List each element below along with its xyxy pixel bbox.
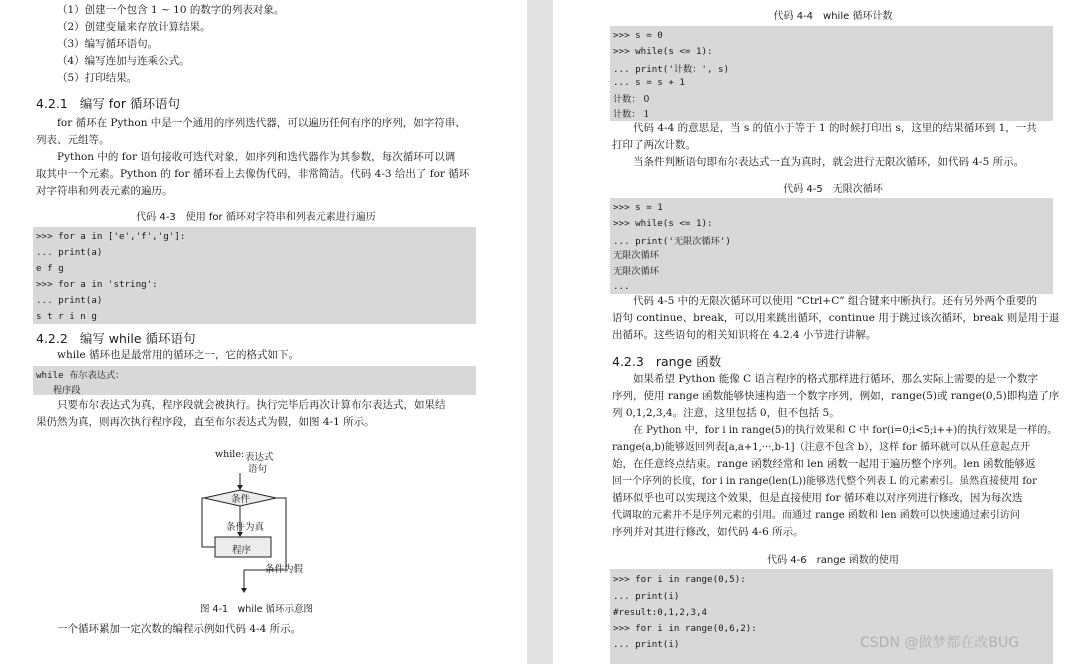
paragraph-line: 循环似乎也可以实现这个效果，但是直接使用 for 循环难以对序列进行修改，因为每次迭: [612, 492, 1023, 504]
code-line: while 布尔表达式：: [36, 370, 125, 381]
code-block-4-3: [33, 227, 476, 324]
page-gutter: [527, 0, 553, 664]
code-line: >>> for i in range(0,6,2):: [613, 623, 757, 634]
code-line: ... print(i): [613, 639, 680, 650]
list-item: （3）编写循环语句。: [57, 38, 159, 50]
arrow-head: [241, 588, 247, 593]
paragraph-line: while 循环也是最常用的循环之一，它的格式如下。: [57, 349, 300, 361]
paragraph-line: 取其中一个元素。Python 的 for 循环看上去像伪代码，非常简洁。代码 4-3 给出了 for 循环: [36, 168, 470, 180]
code-line: s t r i n g: [36, 311, 97, 322]
list-item: （1）创建一个包含 1 ~ 10 的数字的列表对象。: [57, 4, 285, 16]
section-heading-4-2-1: [36, 94, 180, 112]
code-caption: 代码 4-4 while 循环计数: [773, 11, 893, 22]
section-title: range 函数: [655, 354, 722, 369]
section-number: 4.2.1: [36, 96, 68, 111]
code-line: >>> for a in ['e','f','g']:: [36, 231, 186, 242]
condition-true-label: 条件为真: [226, 522, 265, 533]
code-line: #result:0,1,2,3,4: [613, 607, 708, 618]
condition-false-label: 条件为假: [265, 564, 304, 575]
paragraph-line: 代调取的元素并不是序列元素的引用。而通过 range 函数和 len 函数可以快速通过索引访问: [612, 510, 1020, 521]
paragraph-line: 对字符串和列表元素的遍历。: [36, 185, 173, 197]
code-line: ... print(i): [613, 591, 680, 602]
section-heading-4-2-3: [612, 352, 721, 370]
section-title: 编写 while 循环语句: [79, 331, 196, 346]
statement-label: 语句: [248, 464, 268, 475]
paragraph-line: 序列并对其进行修改，如代码 4-6 所示。: [612, 526, 804, 538]
program-label: 程序: [232, 545, 252, 556]
code-line: >>> s = 1: [613, 202, 663, 213]
paragraph-line: 在 Python 中，for i in range(5)的执行效果和 C 中 for(i=0;i<5;i++)的执行效果是一样的。: [633, 425, 1058, 436]
paragraph-line: 出循环。这些语句的相关知识将在 4.2.4 小节进行讲解。: [612, 329, 877, 341]
code-line: ... s = s + 1: [613, 77, 685, 88]
code-line: ... print('无限次循环'): [613, 236, 731, 247]
paragraph-line: 打印了两次计数。: [612, 139, 696, 151]
list-item: （5）打印结果。: [57, 72, 138, 84]
arrow-head: [237, 485, 243, 490]
while-label: while:: [215, 449, 245, 460]
code-line: 计数： 0: [613, 94, 650, 105]
code-caption: 代码 4-6 range 函数的使用: [767, 555, 899, 566]
code-block-4-4: [610, 26, 1053, 121]
paragraph-line: range(a,b)能够返回列表[a,a+1,···,b-1]（注意不包含 b），这样 for 循环就可以从任意起点开: [612, 442, 1030, 453]
section-title: 编写 for 循环语句: [79, 96, 180, 111]
paragraph-line: 当条件判断语句即布尔表达式一直为真时，就会进行无限次循环，如代码 4-5 所示。: [633, 156, 1025, 168]
paragraph-line: 果仍然为真，则再次执行程序段，直至布尔表达式为假，如图 4-1 所示。: [36, 416, 375, 428]
section-number: 4.2.2: [36, 331, 68, 346]
paragraph-line: 一个循环累加一定次数的编程示例如代码 4-4 所示。: [57, 623, 302, 635]
paragraph-line: 列 0,1,2,3,4。注意，这里包括 0，但不包括 5。: [612, 407, 840, 419]
code-block-4-5: [610, 198, 1053, 294]
paragraph-line: for 循环在 Python 中是一个通用的序列迭代器，可以遍历任何有序的序列，如字符串、: [57, 117, 466, 129]
paragraph-line: 列表、元组等。: [36, 134, 110, 146]
paragraph-line: 序列，使用 range 函数能够快速构造一个数字序列，例如，range(5)或 range(0,5)即构造了序: [612, 390, 1060, 402]
code-line: >>> for a in 'string':: [36, 279, 158, 290]
code-line: 无限次循环: [613, 250, 659, 261]
code-line: 计数： 1: [613, 109, 650, 120]
code-line: >>> while(s <= 1):: [613, 218, 713, 229]
right-page: [553, 0, 1084, 664]
while-syntax-block: [33, 366, 476, 395]
section-number: 4.2.3: [612, 354, 644, 369]
list-item: （4）编写连加与连乘公式。: [57, 55, 190, 67]
code-line: ... print('计数：', s): [613, 64, 730, 75]
flow-loop-back: [202, 498, 215, 547]
code-line: 无限次循环: [613, 266, 659, 277]
code-line: >>> s = 0: [613, 30, 663, 41]
section-heading-4-2-2: [36, 329, 196, 347]
paragraph-line: 代码 4-4 的意思是，当 s 的值小于等于 1 的时候打印出 s，这里的结果循环到 1，一共: [633, 122, 1037, 134]
paragraph-line: 语句 continue、break，可以用来跳出循环，continue 用于跳过该次循环，break 则是用于退: [612, 312, 1060, 324]
paragraph-line: 代码 4-5 中的无限次循环可以使用 “Ctrl+C” 组合键来中断执行。还有另外两个重要的: [633, 295, 1037, 307]
code-line: e f g: [36, 263, 64, 274]
code-caption: 代码 4-3 使用 for 循环对字符串和列表元素进行遍历: [136, 212, 376, 223]
paragraph-line: Python 中的 for 语句接收可迭代对象，如序列和迭代器作为其参数，每次循环可以调: [57, 151, 456, 163]
code-line: >>> while(s <= 1):: [613, 46, 713, 57]
paragraph-line: 如果希望 Python 能像 C 语言程序的格式那样进行循环，那么实际上需要的是一个数字: [633, 373, 1038, 385]
left-page: [0, 0, 527, 664]
code-caption: 代码 4-5 无限次循环: [783, 184, 883, 195]
paragraph-line: 只要布尔表达式为真，程序段就会被执行。执行完毕后再次计算布尔表达式，如果结: [57, 399, 446, 411]
code-line: ...: [613, 281, 630, 292]
figure-caption: 图 4-1 while 循环示意图: [200, 604, 313, 615]
code-line: ... print(a): [36, 247, 103, 258]
code-line: ... print(a): [36, 295, 103, 306]
list-item: （2）创建变量来存放计算结果。: [57, 21, 211, 33]
code-line: >>> for i in range(0,5):: [613, 574, 746, 585]
paragraph-line: 始，在任意终点结束。range 函数经常和 len 函数一起用于遍历整个序列。len 函数能够返: [612, 458, 1036, 470]
condition-label: 条件: [231, 494, 251, 505]
expression-label: 表达式: [245, 452, 274, 463]
paragraph-line: 回一个序列的长度，for i in range(len(L))能够迭代整个列表 L 的元素索引。虽然直接使用 for: [612, 476, 1037, 487]
code-line: 程序段: [53, 385, 81, 396]
while-flowchart: [200, 445, 320, 600]
watermark: CSDN @做梦都在改BUG: [860, 635, 1020, 651]
